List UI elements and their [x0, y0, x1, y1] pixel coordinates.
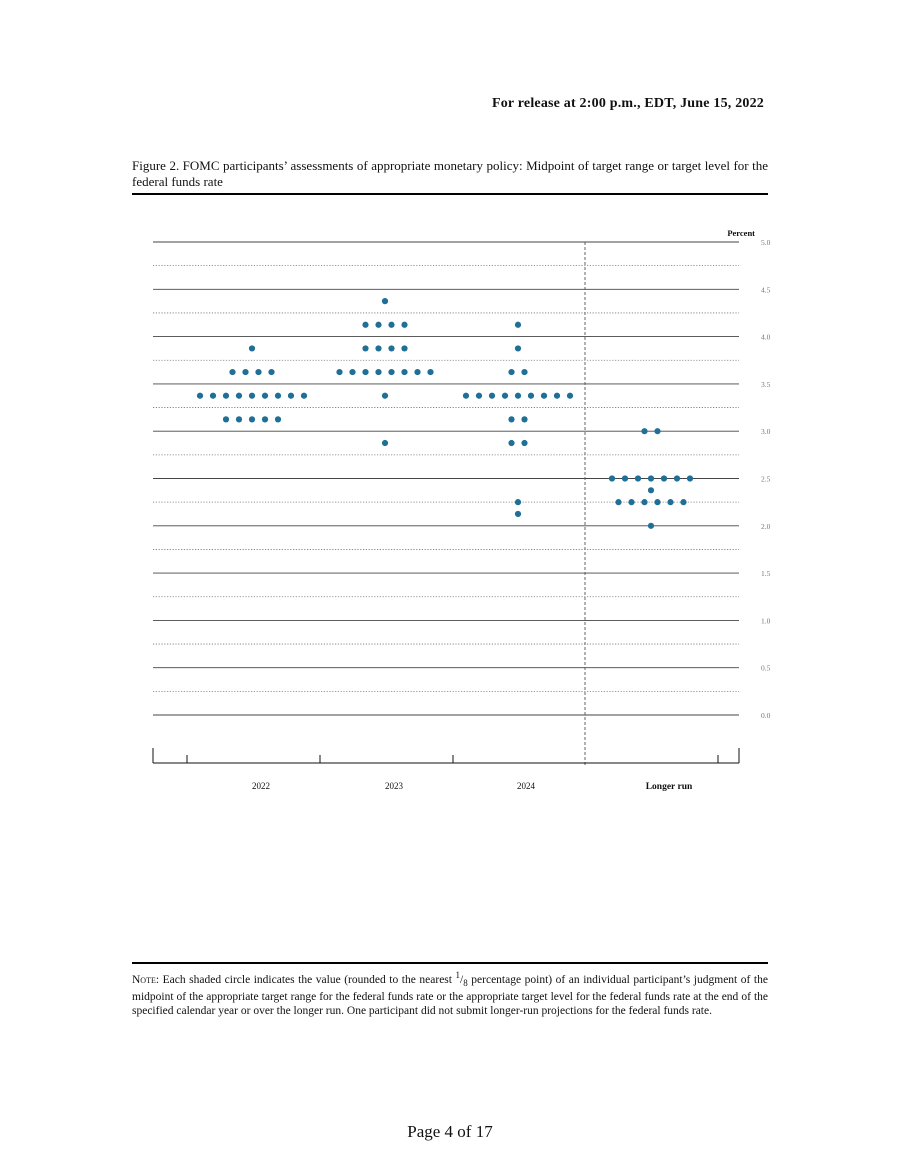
- data-dot: [414, 369, 420, 375]
- data-dot: [615, 499, 621, 505]
- data-dot: [388, 322, 394, 328]
- data-dot: [401, 369, 407, 375]
- data-dot: [508, 440, 514, 446]
- data-dot: [388, 369, 394, 375]
- data-dot: [301, 393, 307, 399]
- data-dot: [648, 523, 654, 529]
- data-dot: [541, 393, 547, 399]
- y-tick-label: 1.0: [761, 616, 771, 626]
- data-dot: [521, 369, 527, 375]
- y-tick-label: 4.0: [761, 332, 771, 342]
- x-category-label: 2024: [517, 781, 535, 791]
- y-tick-label: 3.0: [761, 427, 771, 437]
- data-dot: [427, 369, 433, 375]
- data-dot: [197, 393, 203, 399]
- data-dot: [275, 393, 281, 399]
- data-dot: [515, 345, 521, 351]
- data-dot: [349, 369, 355, 375]
- data-dot: [255, 369, 261, 375]
- data-dot: [223, 416, 229, 422]
- data-dot: [661, 475, 667, 481]
- y-tick-label: 0.5: [761, 663, 771, 673]
- data-dot: [515, 322, 521, 328]
- data-dot: [641, 428, 647, 434]
- y-tick-label: 2.5: [761, 474, 771, 484]
- data-dot: [687, 475, 693, 481]
- note-frac-num: 1: [455, 970, 461, 980]
- data-dot: [401, 322, 407, 328]
- data-dot: [401, 345, 407, 351]
- data-dot: [609, 475, 615, 481]
- note-text-before: Each shaded circle indicates the value (rounded to the nearest: [159, 973, 456, 986]
- y-tick-label: 1.5: [761, 569, 771, 579]
- y-tick-label: 0.0: [761, 711, 771, 720]
- note-label: Note:: [132, 973, 160, 986]
- data-dot: [236, 393, 242, 399]
- x-category-label: 2023: [385, 781, 403, 791]
- data-dot: [262, 416, 268, 422]
- data-dot: [528, 393, 534, 399]
- data-dot: [508, 369, 514, 375]
- release-line: For release at 2:00 p.m., EDT, June 15, 2022: [491, 96, 764, 111]
- data-dot: [521, 416, 527, 422]
- data-dot: [382, 298, 388, 304]
- data-dot: [622, 475, 628, 481]
- data-dot: [648, 475, 654, 481]
- data-dot: [489, 393, 495, 399]
- data-dot: [648, 487, 654, 493]
- note-frac-den: 8: [463, 978, 468, 989]
- data-dot: [628, 499, 634, 505]
- data-dot: [382, 440, 388, 446]
- note-text: Note: Each shaded circle indicates the value (rounded to the nearest $^1/_8$ percentage point) of an individual participant’s judgment of the midpoint of the appropriate target range for the federal funds rate or the appropriate target level for the federal funds rate at the end of the specified calendar year or over the longer run. One participant did not submit longer-run projections for the federal funds rate.: [132, 970, 768, 1018]
- page-number: Page 4 of 17: [407, 1122, 493, 1141]
- data-dot: [362, 345, 368, 351]
- data-dot: [375, 345, 381, 351]
- data-dot: [362, 322, 368, 328]
- data-dot: [242, 369, 248, 375]
- data-dot: [667, 499, 673, 505]
- data-dot: [262, 393, 268, 399]
- data-dot: [249, 345, 255, 351]
- y-tick-label: 4.5: [761, 285, 771, 295]
- y-tick-label: 3.5: [761, 379, 771, 389]
- data-dot: [521, 440, 527, 446]
- data-dot: [515, 393, 521, 399]
- figure-caption: Figure 2. FOMC participants’ assessments of appropriate monetary policy: Midpoint of target range or target level for the federal funds rate: [132, 158, 768, 189]
- data-dot: [680, 499, 686, 505]
- data-dot: [210, 393, 216, 399]
- y-tick-label: 2.0: [761, 521, 771, 531]
- data-dot: [515, 511, 521, 517]
- y-tick-label: 5.0: [761, 238, 771, 247]
- data-dot: [249, 416, 255, 422]
- y-axis-label: Percent: [727, 228, 755, 238]
- data-dot: [463, 393, 469, 399]
- x-category-label: 2022: [252, 781, 270, 791]
- data-dot: [236, 416, 242, 422]
- data-dot: [515, 499, 521, 505]
- data-dot: [288, 393, 294, 399]
- data-dot: [654, 428, 660, 434]
- data-dot: [229, 369, 235, 375]
- data-dot: [223, 393, 229, 399]
- data-dot: [336, 369, 342, 375]
- data-dot: [382, 393, 388, 399]
- data-dot: [249, 393, 255, 399]
- data-dot: [275, 416, 281, 422]
- note-text-after: percentage point) of an individual participant’s judgment of the midpoint of the appropriate target range for the federal funds rate or the appropriate target level for the federal funds rate at the end of the specified calendar year or over the longer run. One participant did not submit longer-run projections for the federal funds rate.: [132, 973, 768, 1018]
- data-dot: [654, 499, 660, 505]
- data-dot: [641, 499, 647, 505]
- data-dot: [375, 369, 381, 375]
- data-dot: [502, 393, 508, 399]
- data-dot: [554, 393, 560, 399]
- data-dot: [674, 475, 680, 481]
- data-dot: [375, 322, 381, 328]
- data-dot: [567, 393, 573, 399]
- x-category-label: Longer run: [645, 782, 693, 792]
- data-dot: [362, 369, 368, 375]
- data-dot: [268, 369, 274, 375]
- data-dot: [635, 475, 641, 481]
- data-dot: [388, 345, 394, 351]
- data-dot: [508, 416, 514, 422]
- data-dot: [476, 393, 482, 399]
- note-rule: [132, 962, 768, 964]
